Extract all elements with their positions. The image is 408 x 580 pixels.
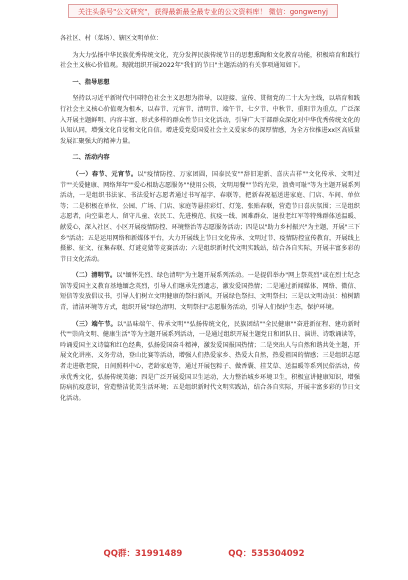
qq-number-label: QQ：535304092 [228,549,305,559]
item-qingming [60,271,360,313]
qq-group-label: QQ群：31991489 [103,549,183,559]
item-qingming-title: （二）清明节。 [72,272,117,280]
intro-paragraph: 为大力弘扬中华民族优秀传统文化，充分发挥民族传统节日的思想熏陶和文化教育功能，积极培育和践行社会主义核心价值观。现就组织开展2022年"我们的节日"主题活动的有关事项通知如下。 [60,51,360,70]
section-guiding-ideology-body: 坚持以习近平新时代中国特色社会主义思想为指导，以迎接、宣传、贯彻党的二十大为主线，以培育和践行社会主义核心价值观为根本，以春节、元宵节、清明节、端午节、七夕节、中秋节、重阳节为重点，广泛深入开展主题鲜明、内容丰富、形式多样的群众性节日文化活动，引导广大干部群众深化对中华优秀传统文化的认知认同，增强文化自觉和文化自信。增进爱党爱国爱社会主义爱家乡的深厚情感，为全方位推进xx区高质量发展汇聚强大的精神力量。 [60,95,360,145]
recipient-line: 各社区、村（菜场）、辖区文明单位： [60,35,163,42]
item-spring-festival-title: （一）春节、元宵节。 [72,170,138,178]
item-dragon-boat-body: 以"品味端午、传承文明""弘扬传统文化，民族团结""全民健康""奋进新征程、建功新时代""崇尚文明、健康生活"等为主题开展系列活动，一是通过组织开展主题党日和团队日、演讲、诗歌诵读等，吟诵爱国主义诗篇和红色经典，弘扬爱国奋斗精神，激发爱国报国热情；二是突出人与自然和谐共处主题，开展文化讲座、义务劳动，登山比赛等活动，增强人们热爱家乡、热爱大自然，热爱祖国的情感；三是组织志愿者走进敬老院，日间照料中心，老龄家庭等，通过开展包粽子、做香囊、挂艾草、送温暖等系列民俗活动，传承优秀文化，弘扬传统美德；四是广泛开展爱国卫生运动，大力整治城乡环境卫生，积极宣讲健康知识，增强防病抗疫意识，营造整洁优美生活环境；五是组织新时代文明实践站，结合各自实际，开展丰富多彩的节日文化活动。 [60,320,361,402]
item-dragon-boat [60,320,360,405]
item-spring-festival-body: 以"疫情防控、万家团圆，国泰民安""辞旧迎新、喜庆吉祥""文化传承、文明过节""关爱健康、网络拜年""爱心相助志愿服务""使用公筷，文明用餐""节约光荣，浪费可耻"等为主题开展系列活动，一是组织书法家、书法爱好志愿者通过书写福字、春联等，把新春祝福送进家庭、门店、车间、单位等；二是积极在单位、公园、广场、门店、家庭等悬挂彩灯、灯笼、张贴春联，营造节日喜庆氛围；三是组织志愿者，向空巢老人、留守儿童、农民工、先进模范、抗疫一线、困难群众、退役老红军等特殊群体送温暖、献爱心，深入社区、小区开展疫情防控、环境整治等志愿服务活动；四是以"助力乡村振兴"为主题，开展"三下乡"活动；五是运用网络和新媒体平台，大力开展线上节日文化传承、文明过节、疫情防控宣传教育，开展线上摄影、征文、征集春联、灯谜竞猜等竞赛活动；六是组织新时代文明实践站，结合各自实际，开展丰富多彩的节日文化活动。 [60,170,361,263]
contact-footer [0,546,408,562]
item-dragon-boat-title: （三）端午节。 [72,320,117,328]
section-guiding-ideology-title: 一、指导思想 [72,78,110,86]
section-activities-title: 二、活动内容 [72,154,110,162]
promo-banner: 关注头条号"公文研究"，获得最新最全最专业的公文资料库！ 微信：gongwenyj [68,4,338,18]
document-body [60,34,360,404]
item-qingming-body: 以"缅怀先烈、绿色清明"为主题开展系列活动。一是提倡举办"网上祭英烈"或在烈士纪念馆等爱国主义教育基地缅念英烈，引导人们继承先烈遗志，激发爱国热情；二是通过新闻媒体、网络、微信、短信等发放倡议书，引导人们树立文明健康的祭扫新风，开展绿色祭扫、文明祭扫；三是以文明动员：植树踏青，清洁环境等方式，组织开展"绿色清明、文明祭扫"志愿服务活动，引导人们保护生态，保护环境。 [60,272,360,312]
item-spring-festival [60,170,360,265]
